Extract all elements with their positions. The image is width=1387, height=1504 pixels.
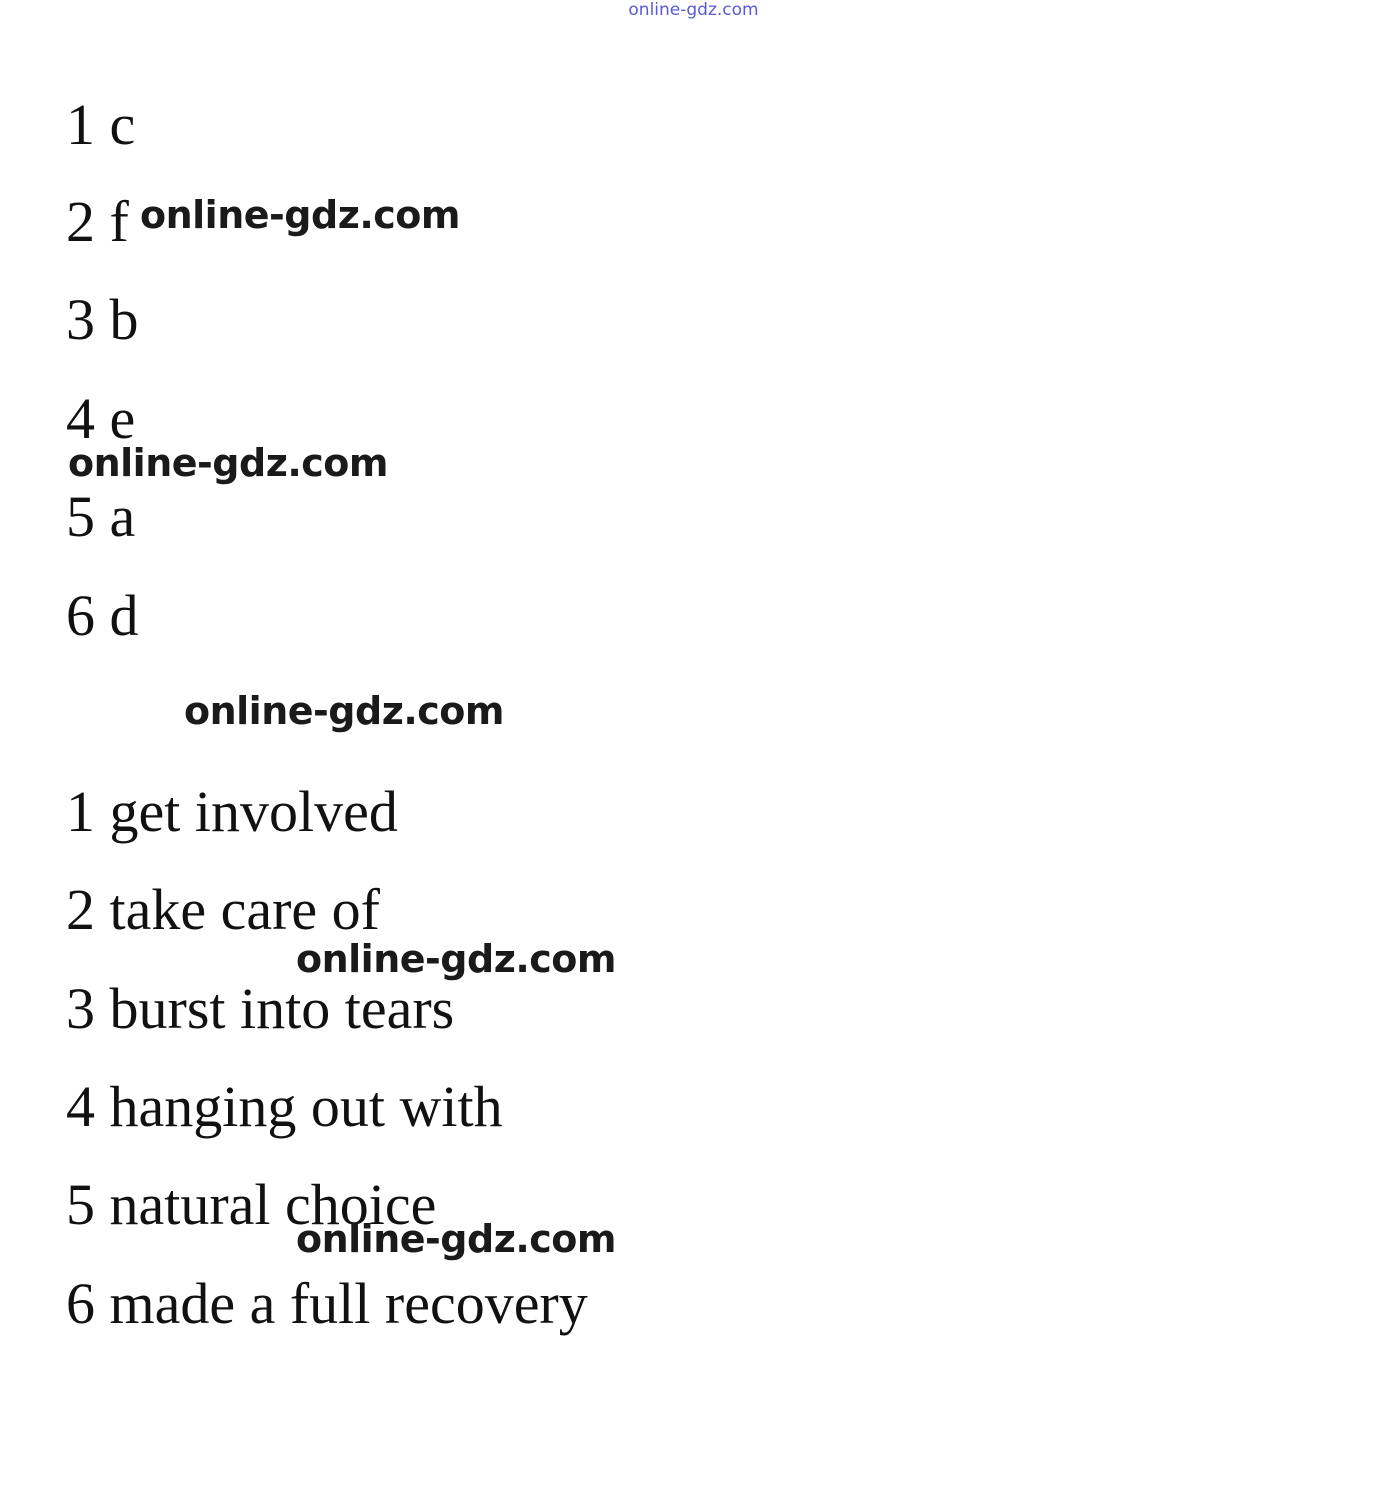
answer-2-5: 5 natural choice <box>66 1172 437 1237</box>
watermark-1: online-gdz.com <box>140 193 460 237</box>
watermark-3: online-gdz.com <box>184 689 504 733</box>
answer-2-6: 6 made a full recovery <box>66 1271 588 1336</box>
answer-2-3: 3 burst into tears <box>66 976 455 1041</box>
header-watermark: online-gdz.com <box>628 0 759 20</box>
answer-1-5: 5 a <box>66 484 136 549</box>
watermark-2: online-gdz.com <box>68 441 388 485</box>
answer-1-1: 1 c <box>66 92 136 157</box>
watermark-4: online-gdz.com <box>296 937 616 981</box>
watermark-5: online-gdz.com <box>296 1217 616 1261</box>
answer-2-2: 2 take care of <box>66 877 380 942</box>
answer-1-6: 6 d <box>66 583 139 648</box>
answer-1-2: 2 f <box>66 189 129 254</box>
answer-2-1: 1 get involved <box>66 779 398 844</box>
answer-2-4: 4 hanging out with <box>66 1074 503 1139</box>
answer-1-4: 4 e <box>66 386 136 451</box>
answer-1-3: 3 b <box>66 287 139 352</box>
